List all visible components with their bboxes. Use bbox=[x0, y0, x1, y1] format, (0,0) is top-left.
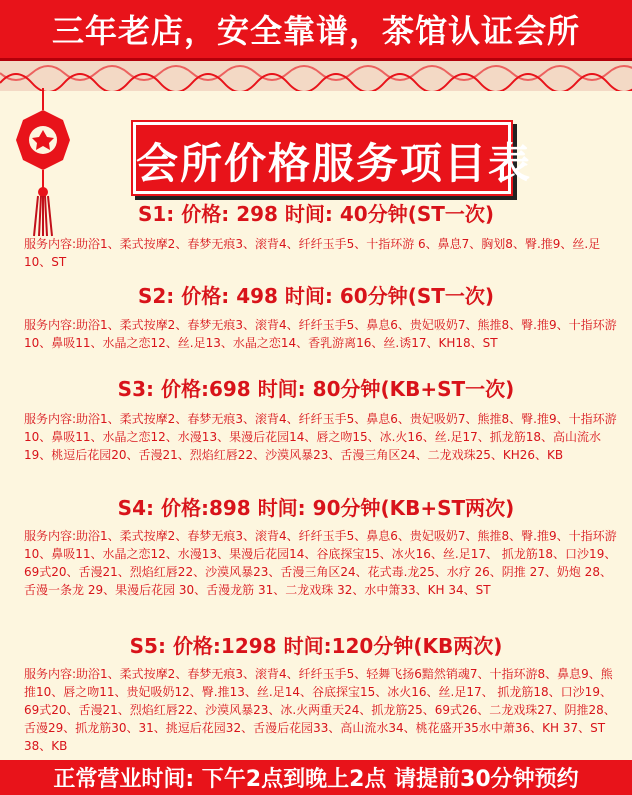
business-hours: 正常营业时间: 下午2点到晚上2点 请提前30分钟预约 bbox=[53, 767, 579, 792]
package-duration: 时间: 90分钟(KB+ST两次) bbox=[257, 496, 515, 520]
package-s4-heading bbox=[0, 492, 632, 521]
cloud-pattern-border bbox=[0, 61, 632, 91]
bottom-banner bbox=[0, 760, 632, 795]
package-price: 价格: 298 bbox=[181, 202, 278, 226]
package-duration: 时间: 40分钟(ST一次) bbox=[284, 202, 495, 226]
package-duration: 时间:120分钟(KB两次) bbox=[283, 634, 503, 658]
package-label: S4: bbox=[117, 496, 154, 520]
package-duration: 时间: 60分钟(ST一次) bbox=[284, 284, 495, 308]
package-label: S5: bbox=[129, 634, 166, 658]
page-title-box bbox=[133, 122, 533, 194]
package-price: 价格:1298 bbox=[172, 634, 277, 658]
package-s3-heading bbox=[0, 373, 632, 402]
banner-slogan: 三年老店，安全靠谱，茶馆认证会所 bbox=[51, 12, 580, 50]
package-s2-heading bbox=[0, 280, 632, 309]
package-s2-services: 服务内容:助浴1、柔式按摩2、春梦无痕3、滚背4、纤纤玉手5、鼻息6、贵妃吸奶7、熊推8、臀.推9、十指环游10、鼻吸11、水晶之恋12、丝.足13、水晶之恋14、香乳游离16、丝.诱17、KH18、ST bbox=[24, 318, 617, 350]
package-s1-heading bbox=[0, 198, 632, 227]
package-s1-services: 服务内容:助浴1、柔式按摩2、春梦无痕3、滚背4、纤纤玉手5、十指环游 6、鼻息7、胸划8、臀.推9、丝.足10、ST bbox=[24, 237, 601, 269]
page-title: 会所价格服务项目表 bbox=[136, 139, 533, 188]
package-s4-services: 服务内容:助浴1、柔式按摩2、春梦无痕3、滚背4、纤纤玉手5、鼻息6、贵妃吸奶7、熊推8、臀.推9、十指环游10、鼻吸11、水晶之恋12、水漫13、果漫后花园14、谷底探宝15、冰火16、丝.足17、 抓龙筋18、口沙19、69式20、舌漫21、烈焰红唇22、沙漠风暴23、舌漫三角区24、花式毒.龙25、水疗 26、阴推 27、奶炮 28、舌漫一条龙 29、果漫后花园 30、舌漫龙筋 31、二龙戏珠 32、水中箫33、KH 34、ST bbox=[24, 529, 617, 597]
top-banner bbox=[0, 0, 632, 61]
package-label: S2: bbox=[137, 284, 175, 308]
package-label: S3: bbox=[117, 377, 154, 401]
package-s5-heading bbox=[0, 630, 632, 659]
package-price: 价格:898 bbox=[160, 496, 251, 520]
package-duration: 时间: 80分钟(KB+ST一次) bbox=[257, 377, 515, 401]
package-label: S1: bbox=[137, 202, 175, 226]
package-s5-services: 服务内容:助浴1、柔式按摩2、春梦无痕3、滚背4、纤纤玉手5、轻舞飞扬6黯然销魂7、十指环游8、鼻息9、熊推10、唇之吻11、贵妃吸奶12、臀.推13、丝.足14、谷底探宝15、冰火16、丝.足17、 抓龙筋18、口沙19、69式20、舌漫21、烈焰红唇22、沙漠风暴23、冰.火两重天24、抓龙筋25、69式26、二龙戏珠27、阴推28、舌漫29、抓龙筋30、31、挑逗后花园32、舌漫后花园33、高山流水34、桃花盛开35水中萧36、KH 37、ST 38、KB bbox=[24, 667, 616, 753]
package-price: 价格:698 bbox=[160, 377, 251, 401]
package-s3-services: 服务内容:助浴1、柔式按摩2、春梦无痕3、滚背4、纤纤玉手5、鼻息6、贵妃吸奶7、熊推8、臀.推9、十指环游10、鼻吸11、水晶之恋12、水漫13、果漫后花园14、唇之吻15、冰.火16、丝.足17、抓龙筋18、高山流水19、桃逗后花园20、舌漫21、烈焰红唇22、沙漠风暴23、舌漫三角区24、二龙戏珠25、KH26、KB bbox=[24, 412, 617, 462]
package-price: 价格: 498 bbox=[181, 284, 278, 308]
